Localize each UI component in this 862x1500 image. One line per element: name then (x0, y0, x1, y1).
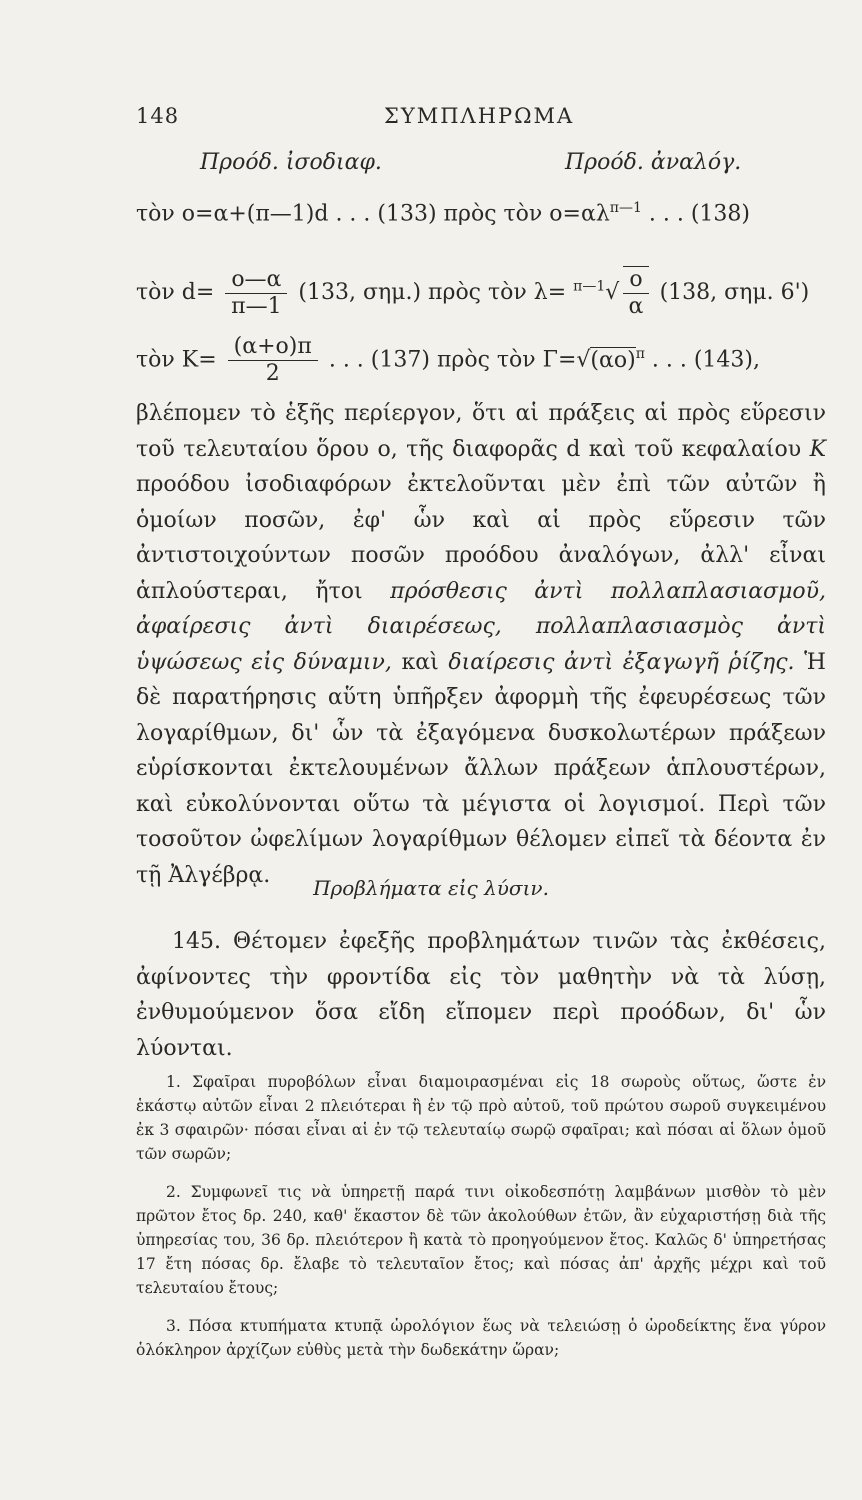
problem-item: 2. Συμφωνεῖ τις νὰ ὑπηρετῇ παρά τινι οἰκοδεσπότῃ λαμβάνων μισθὸν τὸ μὲν πρῶτον ἔτος δρ. 240, καθ' ἕκαστον δὲ τῶν ἀκολούθων ἐτῶν, ἂν εὐχαριστήσῃ διὰ τῆς ὑπηρεσίας του, 36 δρ. πλειότερον ἢ κατὰ τὸ προηγούμενον ἔτος. Καλῶς δ' ὑπηρετήσας 17 ἔτη πόσας δρ. ἔλαβε τὸ τελευταῖον ἔτος; καὶ πόσας ἀπ' ἀρχῆς μέχρι καὶ τοῦ τελευταίου ἔτους; (136, 1183, 826, 1297)
formula-lead: τὸν Κ= (136, 347, 217, 373)
body-text-italic: Κ (809, 436, 826, 462)
formula-difference (136, 266, 809, 320)
page-header (136, 104, 826, 134)
formula-exponent: π—1 (609, 200, 642, 216)
body-text-italic: πρόσθεσις ἀντὶ πολλαπλασιασμοῦ, ἀφαίρεσις ἀντὶ διαιρέσεως, πολλαπλασιασμὸς ἀντὶ ὑψώσεως εἰς δύναμιν, (136, 578, 826, 675)
radicand: (αο) (590, 347, 636, 373)
formula-mid: (133, σημ.) πρὸς τὸν λ= (298, 280, 567, 305)
body-text-run: προόδου ἰσοδιαφόρων ἐκτελοῦνται μὲν ἐπὶ τῶν αὐτῶν ἢ ὁμοίων ποσῶν, ἐφ' ὧν καὶ αἱ πρὸς εὕρεσιν τῶν ἀντιστοιχούντων ποσῶν προόδου ἀναλόγων, ἀλλ' εἶναι ἁπλούστεραι, ἤτοι (136, 472, 826, 604)
fraction-denominator: α (628, 294, 644, 319)
formula-lead: τὸν d= (136, 280, 215, 305)
body-text-italic: διαίρεσις ἀντὶ ἐξαγωγῆ ῥίζης. (448, 649, 795, 675)
formula-lead: τὸν ο=α+(π—1)d . . . (133) πρὸς τὸν ο=αλ (136, 201, 610, 227)
radical-sign: √ (605, 280, 620, 305)
column-heading-geometric: Προόδ. ἀναλόγ. (565, 150, 742, 175)
paragraph-number: 145. (172, 929, 221, 954)
fraction-denominator: π—1 (231, 293, 282, 319)
formula-exponent: π (635, 346, 645, 363)
body-paragraph (136, 396, 826, 893)
radical-sign: √ (576, 347, 591, 373)
body-text-run: καὶ (401, 649, 439, 675)
problem-item: 3. Πόσα κτυπήματα κτυπᾷ ὡρολόγιον ἕως νὰ τελειώσῃ ὁ ὡροδείκτης ἕνα γύρον ὁλόκληρον ἀρχίζων εὐθὺς μετὰ τὴν δωδεκάτην ὥραν; (136, 1317, 826, 1359)
formula-sum-product (136, 334, 760, 387)
formula-ref: . . . (138) (648, 201, 751, 227)
paragraph-text: Θέτομεν ἐφεξῆς προβλημάτων τινῶν τὰς ἐκθέσεις, ἀφίνοντες τὴν φροντίδα εἰς τὸν μαθητὴν νὰ τὰ λύσῃ, ἐνθυμούμενον ὅσα εἴδη εἴπομεν περὶ προόδων, δι' ὧν λύονται. (136, 929, 826, 1061)
section-title: Προβλήματα εἰς λύσιν. (313, 876, 549, 900)
body-text-run: βλέπομεν τὸ ἑξῆς περίεργον, ὅτι αἱ πράξεις αἱ πρὸς εὕρεσιν τοῦ τελευταίου ὅρου ο, τῆς διαφορᾶς d καὶ τοῦ κεφαλαίου (136, 401, 826, 462)
fraction (228, 334, 318, 387)
column-heading-arithmetic: Προόδ. ἰσοδιαφ. (200, 150, 382, 175)
body-text-run: Ἡ δὲ παρατήρησις αὕτη ὑπῆρξεν ἀφορμὴ τῆς ἐφευρέσεως τῶν λογαρίθμων, δι' ὧν τὰ ἐξαγόμενα δυσκολωτέρων πράξεων εὑρίσκονται ἐκτελουμένων ἄλλων πράξεων ἁπλουστέρων, καὶ εὐκολύνονται οὕτω τὰ μέγιστα οἱ λογισμοί. Περὶ τῶν τοσοῦτον ὠφελίμων λογαρίθμων θέλομεν εἰπεῖ τὰ δέοντα ἐν τῇ Ἀλγέβρᾳ. (136, 649, 826, 888)
formula-ref: (138, σημ. 6') (659, 280, 810, 305)
formula-last-term (136, 200, 750, 226)
root-index: π—1 (573, 278, 606, 295)
problem-list (136, 1070, 826, 1376)
fraction-numerator: ο—α (225, 267, 287, 294)
formula-mid: . . . (137) πρὸς τὸν Γ= (328, 347, 577, 373)
fraction-numerator: (α+ο)π (228, 334, 318, 361)
problem-item: 1. Σφαῖραι πυροβόλων εἶναι διαμοιρασμέναι εἰς 18 σωροὺς οὕτως, ὥστε ἐν ἑκάστῳ αὐτῶν εἶναι 2 πλειότεραι ἢ ἐν τῷ πρὸ αὐτοῦ, τοῦ πρώτου σωροῦ συγκειμένου ἐκ 3 σφαιρῶν· πόσαι εἶναι αἱ ἐν τῷ τελευταίῳ σωρῷ σφαῖραι; καὶ πόσαι αἱ ὅλων ὁμοῦ τῶν σωρῶν; (136, 1073, 826, 1163)
paragraph-145 (136, 924, 826, 1066)
fraction-numerator: ο (623, 267, 648, 294)
formula-ref: . . . (143), (651, 347, 760, 373)
radicand-fraction (623, 266, 648, 320)
running-title: ΣΥΜΠΛΗΡΩΜΑ (384, 104, 575, 128)
fraction-denominator: 2 (265, 361, 280, 386)
fraction (225, 267, 287, 320)
page-number: 148 (136, 104, 180, 128)
